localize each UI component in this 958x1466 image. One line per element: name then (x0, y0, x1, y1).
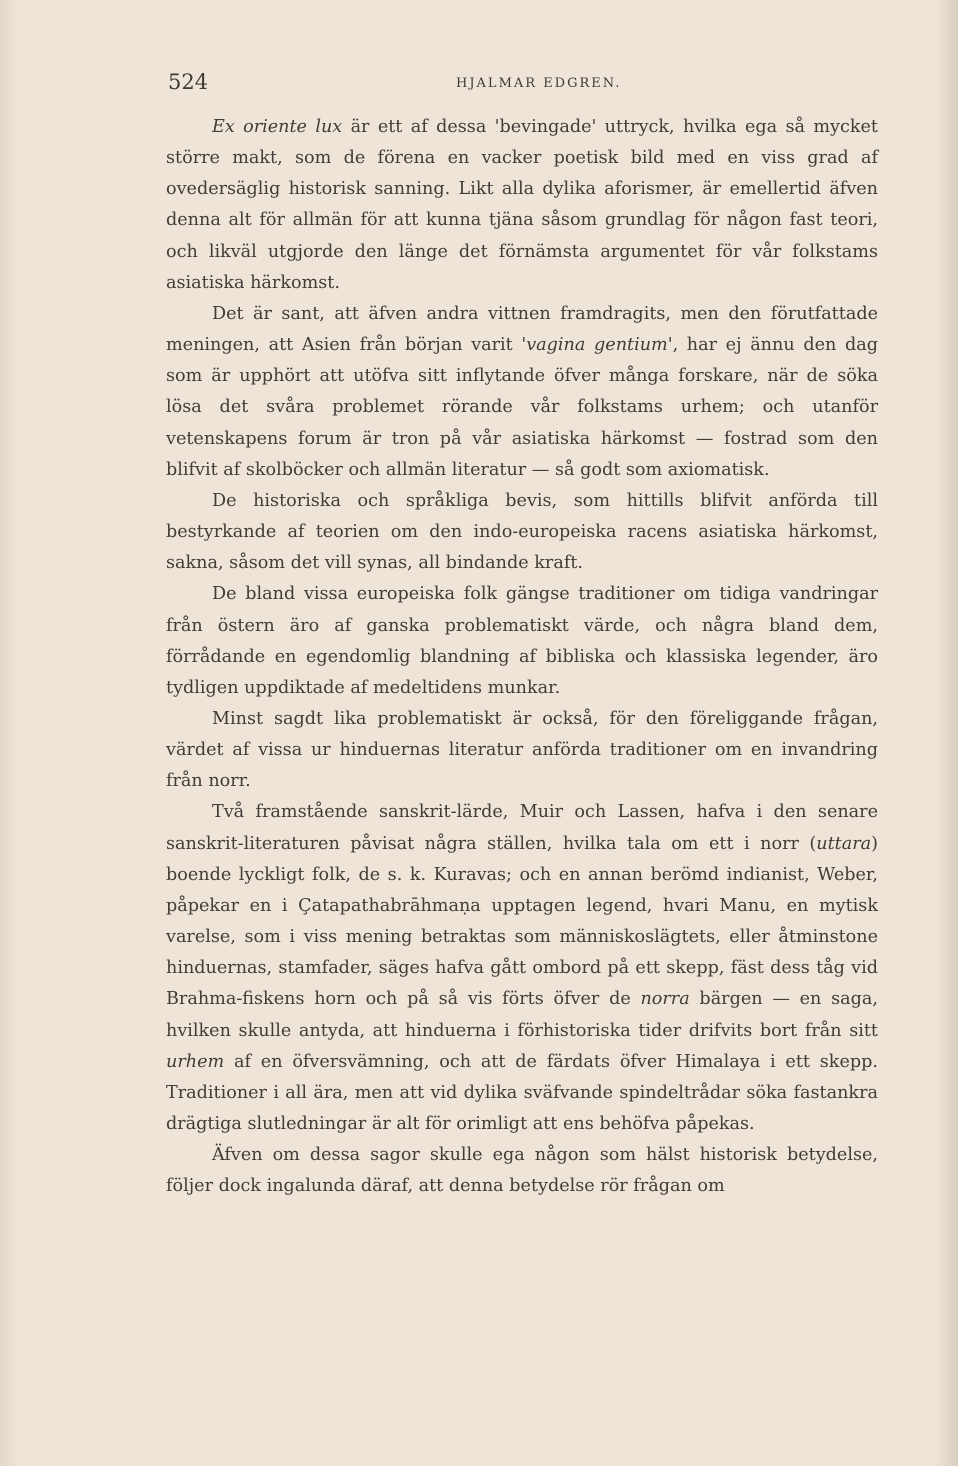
page-number: 524 (168, 70, 209, 94)
paragraph-1-text: är ett af dessa 'bevingade' uttryck, hvilka ega så mycket större makt, som de förena en vacker poetisk bild med en viss grad af ovedersäglig historisk sanning. Likt alla dylika aforismer, är emellertid äfven denna alt för allmän för att kunna tjäna såsom grundlag för någon fast teori, och likväl utgjorde den länge det förnämsta argumentet för vår folkstams asiatiska härkomst. (166, 117, 878, 293)
paragraph-3: De historiska och språkliga bevis, som hittills blifvit anförda till bestyrkande af teorien om den indo-europeiska racens asiatiska härkomst, sakna, såsom det vill synas, all bindande kraft. (166, 490, 878, 574)
paragraph-7: Äfven om dessa sagor skulle ega någon som hälst historisk betydelse, följer dock ingalunda däraf, att denna betydelse rör frågan om (166, 1145, 878, 1197)
word-urhem: urhem (166, 1051, 225, 1072)
paragraph-4: De bland vissa europeiska folk gängse traditioner om tidiga vandringar från östern äro af ganska problematiskt värde, och några bland dem, förrådande en egendomlig blandning af bibliska och klassiska legender, äro tydligen uppdiktade af medeltidens munkar. (166, 584, 878, 698)
word-uttara: uttara (816, 833, 872, 854)
paragraph-1 (166, 112, 878, 299)
paragraph-6-text-d: af en öfversvämning, och att de färdats öfver Himalaya i ett skepp. Traditioner i all ära, men att vid dylika sväfvande spindeltrådar söka fastankra drägtiga slutledningar är alt för orimligt att ens behöfva påpekas. (166, 1051, 878, 1134)
paragraph-6-text-a: Två framstående sanskrit-lärde, Muir och Lassen, hafva i den senare sanskrit-literaturen påvisat några ställen, hvilka tala om ett i norr ( (166, 802, 878, 854)
paragraph-6 (166, 797, 878, 1140)
paragraph-2-text-a: Det är sant, att äfven andra vittnen framdragits, men den förutfattade meningen, att Asien från början varit ' (166, 303, 878, 356)
running-head (168, 70, 878, 100)
body-text (166, 112, 878, 1202)
word-norra: norra (640, 989, 690, 1010)
paragraph-6-text-b: ) boende lyckligt folk, de s. k. Kuravas; och en annan berömd indianist, Weber, påpekar en i Çatapathabrāhmaṇa upptagen legend, hvari Manu, en mytisk varelse, som i viss mening betraktas som människoslägtets, eller åtminstone hinduernas, stamfader, säges hafva gått ombord på ett skepp, fäst dess tåg vid Brahma-fiskens horn och på så vis förts öfver de (166, 833, 878, 1010)
paragraph-2 (166, 299, 878, 486)
paragraph-2-text-b: ', har ej ännu den dag som är upphört att utöfva sitt inflytande öfver många forskare, när de söka lösa det svåra problemet rörande vår folkstams urhem; och utanför vetenskapens forum är tron på vår asiatiska härkomst — fostrad som den blifvit af skolböcker och allmän literatur — så godt som axiomatisk. (166, 335, 878, 480)
phrase-vagina-gentium: vagina gentium (526, 335, 668, 356)
phrase-ex-oriente-lux: Ex oriente lux (212, 117, 343, 137)
header-title: HJALMAR EDGREN. (456, 76, 622, 91)
paragraph-5: Minst sagdt lika problematiskt är också, för den föreliggande frågan, värdet af vissa ur hinduernas literatur anförda traditioner om en invandring från norr. (166, 708, 878, 792)
paragraph-6-text-c: bärgen — en saga, hvilken skulle antyda, att hinduerna i förhistoriska tider drifvits bort från sitt (166, 989, 878, 1041)
